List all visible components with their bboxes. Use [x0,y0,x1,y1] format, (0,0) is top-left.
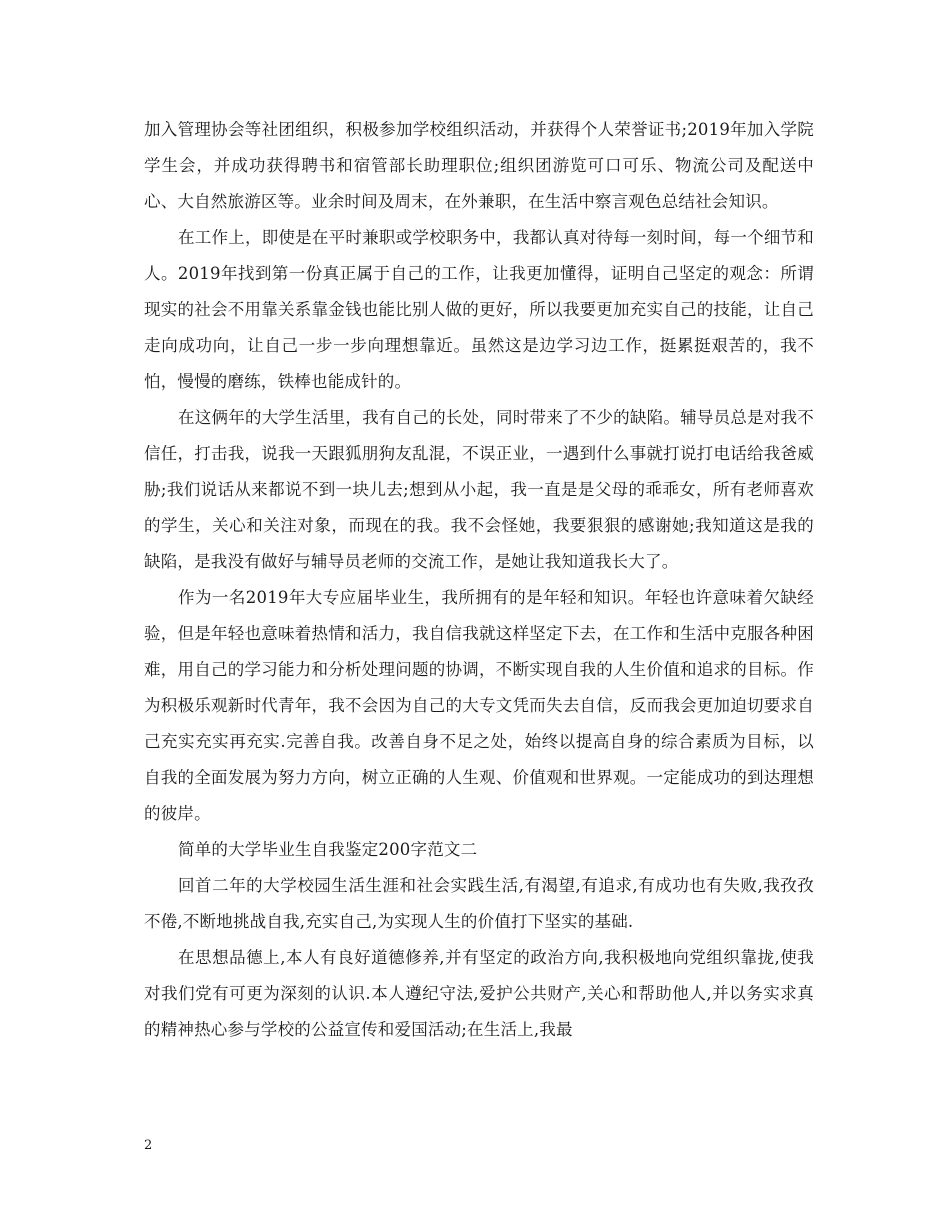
paragraph-5: 回首二年的大学校园生活生涯和社会实践生活,有渴望,有追求,有成功也有失败,我孜孜不倦,不断地挑战自我,充实自己,为实现人生的价值打下坚实的基础. [144,876,814,931]
page-number: 2 [144,1138,153,1153]
paragraph-6: 在思想品德上,本人有良好道德修养,并有坚定的政治方向,我积极地向党组织靠拢,使我对我们党有可更为深刻的认识.本人遵纪守法,爱护公共财产,关心和帮助他人,并以务实求真的精神热心参与学校的公益宣传和爱国活动;在生活上,我最 [144,948,814,1039]
paragraph-4: 作为一名2019年大专应届毕业生，我所拥有的是年轻和知识。年轻也许意味着欠缺经验，但是年轻也意味着热情和活力，我自信我就这样坚定下去，在工作和生活中克服各种困难，用自己的学习能力和分析处理问题的协调，不断实现自我的人生价值和追求的目标。作为积极乐观新时代青年，我不会因为自己的大专文凭而失去自信，反而我会更加迫切要求自己充实充实再充实.完善自我。改善自身不足之处，始终以提高自身的综合素质为目标，以自我的全面发展为努力方向，树立正确的人生观、价值观和世界观。一定能成功的到达理想的彼岸。 [144,588,814,823]
paragraph-3: 在这俩年的大学生活里，我有自己的长处，同时带来了不少的缺陷。辅导员总是对我不信任，打击我，说我一天跟狐朋狗友乱混，不误正业，一遇到什么事就打说打电话给我爸威胁;我们说话从来都说不到一块儿去;想到从小起，我一直是是父母的乖乖女，所有老师喜欢的学生，关心和关注对象，而现在的我。我不会怪她，我要狠狠的感谢她;我知道这是我的缺陷，是我没有做好与辅导员老师的交流工作，是她让我知道我长大了。 [144,408,814,571]
section-heading: 简单的大学毕业生自我鉴定200字范文二 [178,840,478,859]
paragraph-1: 加入管理协会等社团组织，积极参加学校组织活动，并获得个人荣誉证书;2019年加入学院学生会，并成功获得聘书和宿管部长助理职位;组织团游览可口可乐、物流公司及配送中心、大自然旅游区等。业余时间及周末，在外兼职，在生活中察言观色总结社会知识。 [144,120,814,211]
document-body [144,112,814,1048]
paragraph-2: 在工作上，即使是在平时兼职或学校职务中，我都认真对待每一刻时间，每一个细节和人。2019年找到第一份真正属于自己的工作，让我更加懂得，证明自己坚定的观念：所谓现实的社会不用靠关系靠金钱也能比别人做的更好，所以我要更加充实自己的技能，让自己走向成功向，让自己一步一步向理想靠近。虽然这是边学习边工作，挺累挺艰苦的，我不怕，慢慢的磨练，铁棒也能成针的。 [144,228,814,391]
